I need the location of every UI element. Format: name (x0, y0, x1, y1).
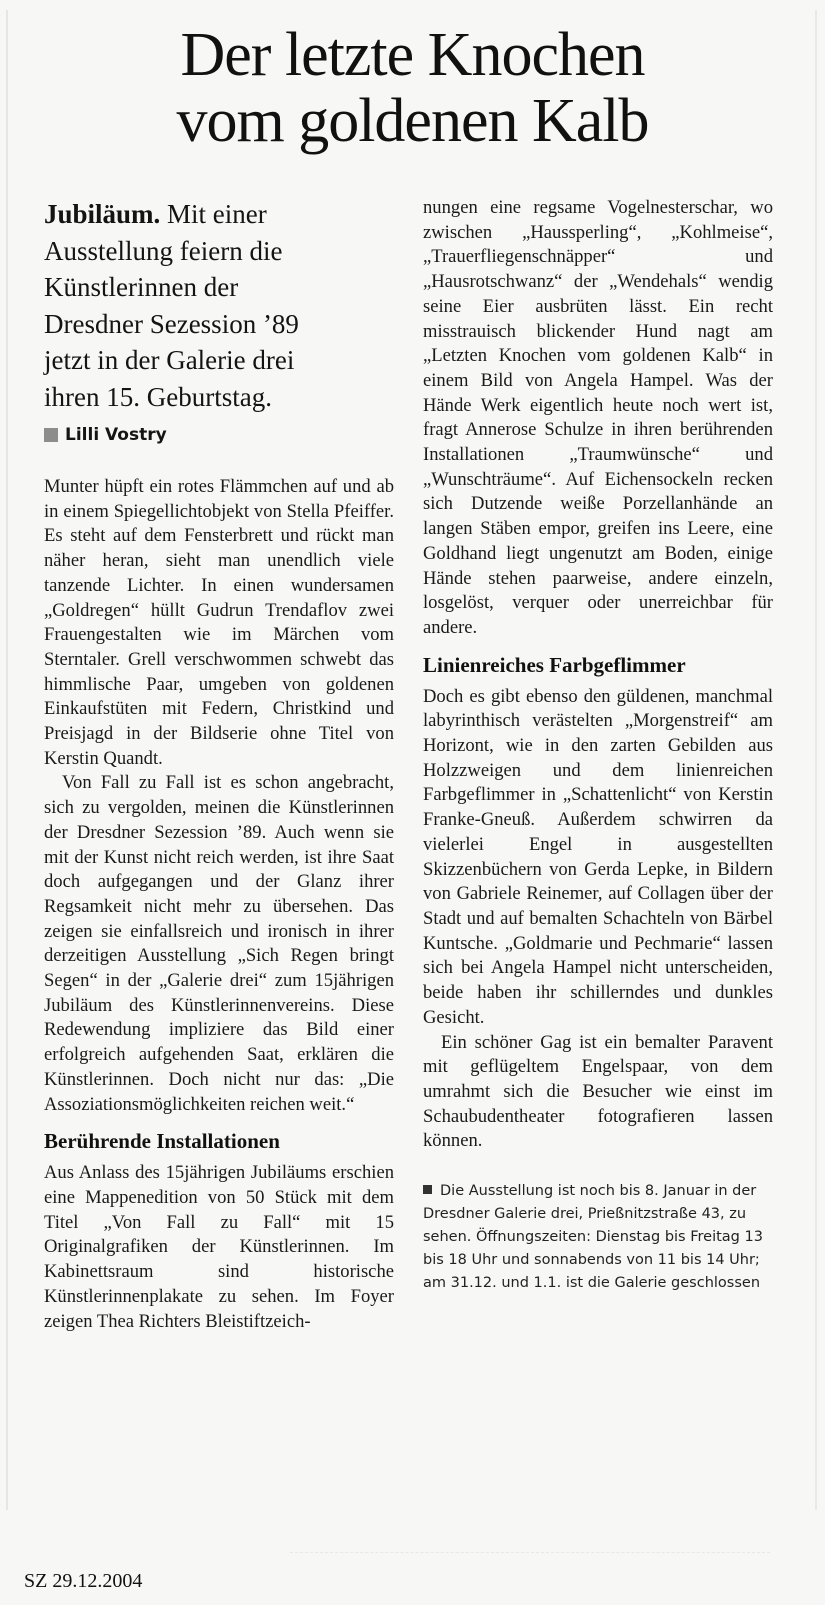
article-headline (40, 22, 785, 154)
paragraph: Doch es gibt ebenso den güldenen, manchmal labyrinthisch verästelten „Morgenstreif“ am Horizont, wie in den zarten Gebilden aus Holzzweigen und dem linienreichen Farbgeflimmer in „Schattenlicht“ von Kerstin Franke-Gneuß. Außerdem schwirren da vielerlei Engel in ausgestellten Skizzenbüchern von Gerda Lepke, in Bildern von Gabriele Reinemer, auf Collagen über der Stadt und auf bemalten Schachteln von Bärbel Kuntsche. „Goldmarie und Pechmarie“ lassen sich bei Angela Hampel nicht unterscheiden, beide haben ihr schillerndes und dunkles Gesicht. (423, 685, 773, 1028)
scan-edge-right (815, 10, 817, 1510)
intro-kicker: Jubiläum. (44, 199, 161, 229)
intro-teaser (44, 196, 394, 415)
paragraph: Von Fall zu Fall ist es schon angebracht, sich zu vergolden, meinen die Künstlerinnen der Dresdner Sezession ’89. Auch wenn sie mit der Kunst nicht reich werden, ist ihre Saat doch aufgegangen und der Glanz ihrer Regsamkeit nicht mehr zu übersehen. Das zeigen sie einfallsreich und ironisch in ihrer derzeitigen Ausstellung „Sich Regen bringt Segen“ in der „Galerie drei“ zum 15jährigen Jubiläum des Künstlerinnenvereins. Diese Redewendung impliziere das Bild einer erfolgreich aufgehenden Saat, erklären die Künstlerinnen. Doch nicht nur das: „Die Assoziationsmöglichkeiten reichen weit.“ (44, 772, 394, 1115)
subheading: Linienreiches Farbgeflimmer (423, 652, 686, 677)
headline-line-1: Der letzte Knochen (180, 21, 645, 89)
body-text-left (44, 475, 394, 1334)
paragraph: nungen eine regsame Vogelnesterschar, wo zwischen „Haussperling“, „Kohlmeise“, „Trauerfliegenschnäpper“ und „Hausrotschwanz“ der „Wendehals“ wendig seine Eier ausbrüten lässt. Ein recht misstrauisch blickender Hund nagt am „Letzten Knochen vom goldenen Kalb“ in einem Bild von Angela Hampel. Was der Hände Werk eigentlich heute noch wert ist, fragt Annerose Schulze in ihren berührenden Installationen „Traumwünsche“ und „Wunschträume“. Auf Eichensockeln recken sich Dutzende weiße Porzellanhände an langen Stäben empor, greifen ins Leere, eine Goldhand liegt ungenutzt am Boden, einige Hände stehen paarweise, andere einzeln, losgelöst, verquer oder unerreichbar für andere. (423, 197, 773, 638)
intro-line-4: Dresdner Sezession ’89 (44, 308, 299, 339)
byline-square-icon (44, 428, 58, 442)
scan-bleedthrough (290, 1552, 770, 1563)
author-name: Lilli Vostry (65, 425, 167, 445)
intro-line-5: jetzt in der Galerie drei (44, 345, 295, 375)
intro-line-2: Ausstellung feiern die (44, 235, 283, 266)
body-text-right (423, 196, 773, 1154)
source-date: SZ 29.12.2004 (24, 1570, 143, 1592)
info-box (423, 1180, 773, 1295)
intro-line-1: Mit einer (160, 199, 267, 229)
paragraph: Ein schöner Gag ist ein bemalter Paravent mit geflügeltem Engelspaar, von dem umrahmt sich die Besucher wie einst im Schaubudentheater fotografieren lassen können. (423, 1031, 773, 1152)
intro-line-6: ihren 15. Geburtstag. (44, 381, 272, 412)
paragraph: Munter hüpft ein rotes Flämmchen auf und ab in einem Spiegellichtobjekt von Stella Pfeiffer. Es steht auf dem Fensterbrett und rückt man näher heran, sieht man unendlich viele tanzende Lichter. In einen wundersamen „Goldregen“ hüllt Gudrun Trendaflov zwei Frauengestalten wie im Märchen vom Sterntaler. Grell verschwommen schwebt das himmlische Paar, umgeben von goldenen Einkaufstüten mit Federn, Christkind und Preisjagd in der Bildserie ohne Titel von Kerstin Quandt. (44, 476, 394, 769)
subheading: Berührende Installationen (44, 1129, 280, 1154)
author-byline (44, 425, 394, 445)
column-right (423, 196, 773, 1295)
info-text: Die Ausstellung ist noch bis 8. Januar in der Dresdner Galerie drei, Prießnitzstraße 43, zu sehen. Öffnungszeiten: Dienstag bis Freitag 13 bis 18 Uhr und sonnabends von 11 bis 14 Uhr; am 31.12. und 1.1. ist die Galerie geschlossen (423, 1183, 763, 1292)
info-bullet-icon (423, 1185, 432, 1194)
scan-edge-left (6, 10, 8, 1510)
paragraph: Aus Anlass des 15jährigen Jubiläums erschien eine Mappenedition von 50 Stück mit dem Titel „Von Fall zu Fall“ mit 15 Originalgrafiken der Künstlerinnen. Im Kabinettsraum sind historische Künstlerinnenplakate zu sehen. Im Foyer zeigen Thea Richters Bleistiftzeich- (44, 1162, 394, 1332)
column-left (44, 196, 394, 1334)
headline-line-2: vom goldenen Kalb (176, 87, 649, 155)
intro-line-3: Künstlerinnen der (44, 272, 239, 302)
